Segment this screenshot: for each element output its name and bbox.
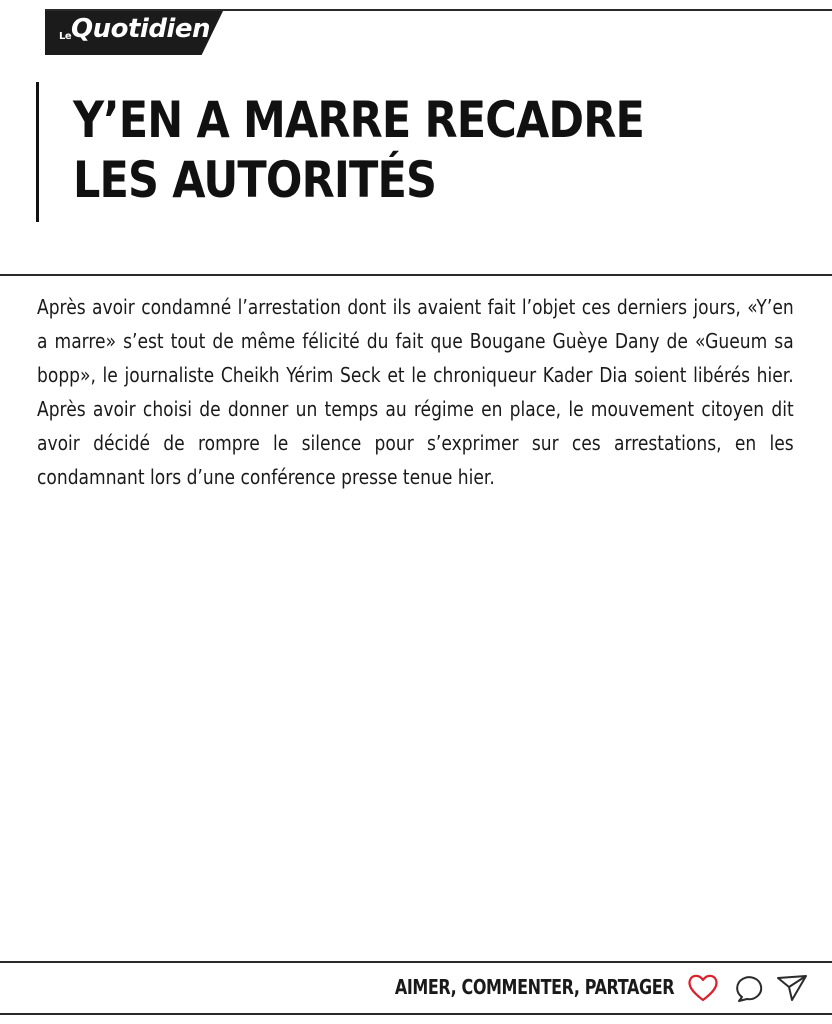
footer-top-divider <box>0 961 832 963</box>
top-divider <box>45 9 832 11</box>
comment-icon[interactable] <box>733 972 767 1004</box>
headline-accent-bar <box>36 82 39 222</box>
brand-prefix: Le <box>59 31 72 42</box>
footer-call-to-action: AIMER, COMMENTER, PARTAGER <box>394 975 674 999</box>
headline-divider <box>0 274 832 276</box>
article-body: Après avoir condamné l’arrestation dont ils avaient fait l’objet ces derniers jours, «Y’en a marre» s’est tout de même félicité du fait que Bougane Guèye Dany de «Gueum sa bopp», le journaliste Cheikh Yérim Seck et le chroniqueur Kader Dia soient libérés hier. Après avoir choisi de donner un temps au régime en place, le mouvement citoyen dit avoir décidé de rompre le silence pour s’exprimer sur ces arrestations, en les condamnant lors d’une conférence presse tenue hier. <box>37 295 794 489</box>
heart-icon[interactable] <box>686 972 720 1004</box>
share-icon[interactable] <box>775 972 809 1004</box>
article-headline: Y’EN A MARRE RECADRE LES AUTORITÉS <box>73 91 644 209</box>
footer-bottom-divider <box>0 1013 832 1015</box>
brand-name: Quotidien <box>71 14 210 44</box>
